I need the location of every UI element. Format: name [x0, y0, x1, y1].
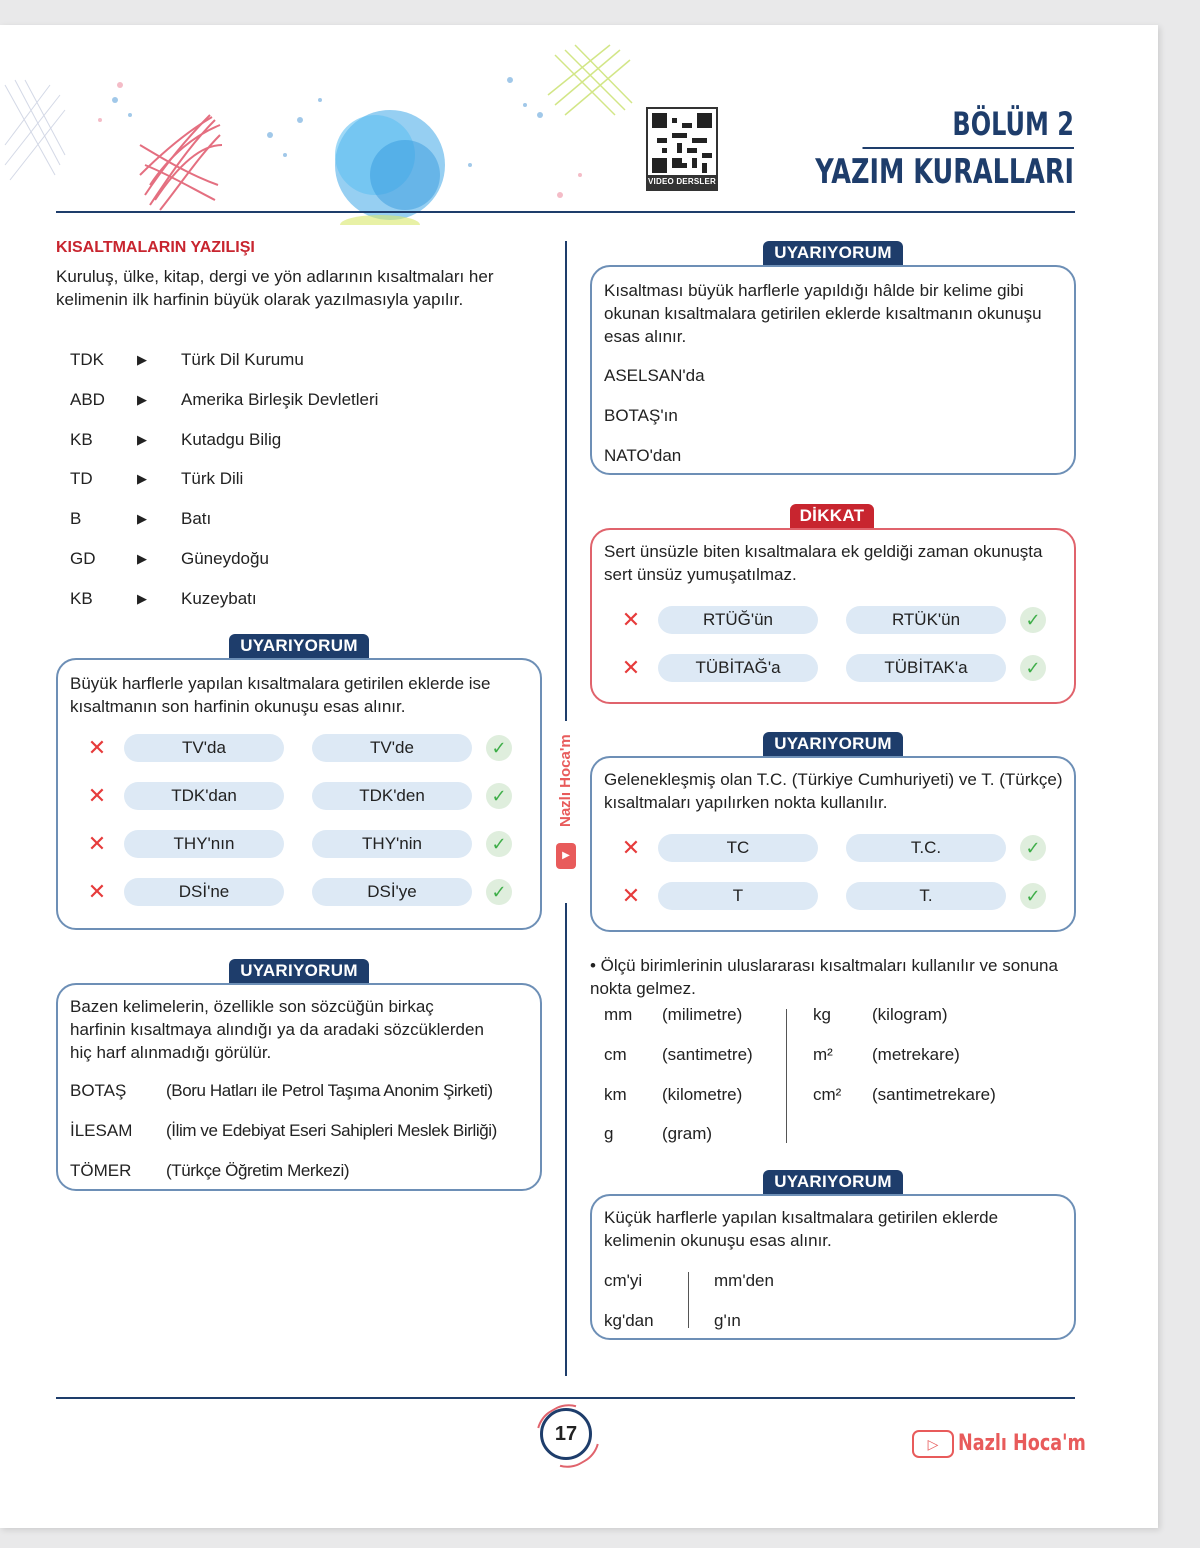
side-brand-logo: [553, 721, 579, 903]
brand-logo: [912, 1428, 1118, 1458]
unit-abbr: mm: [604, 1005, 633, 1024]
cross-icon: ✕: [87, 735, 107, 760]
abbr-meaning: Amerika Birleşik Devletleri: [181, 390, 379, 409]
header-rule: [56, 211, 1075, 213]
unit-abbr: kg: [813, 1005, 831, 1024]
abbr-meaning: Batı: [181, 509, 212, 528]
warning-box: [590, 265, 1076, 475]
correct-example: THY'nin: [312, 830, 472, 858]
unit-name: (metrekare): [872, 1045, 960, 1064]
check-icon: ✓: [1020, 883, 1046, 909]
caution-tag: DİKKAT: [790, 504, 874, 528]
arrow-icon: ▶: [137, 551, 147, 566]
correct-example: T.: [846, 882, 1006, 910]
abbr: KB: [70, 430, 93, 449]
cross-icon: ✕: [621, 835, 641, 860]
footer-rule: [56, 1397, 1075, 1399]
abbr: TÖMER: [70, 1161, 132, 1180]
units-text: • Ölçü birimlerinin uluslararası kısaltmaları kullanılır ve sonuna nokta gelmez.: [590, 956, 1058, 998]
abbr-meaning: (İlim ve Edebiyat Eseri Sahipleri Meslek Birliği): [166, 1121, 497, 1140]
warning-box: [56, 658, 542, 930]
warning-tag: UYARIYORUM: [763, 732, 903, 756]
correct-example: DSİ'ye: [312, 878, 472, 906]
decorative-watercolor-art: [0, 25, 700, 225]
correct-example: TV'de: [312, 734, 472, 762]
qr-pattern-icon: [652, 113, 712, 173]
unit-abbr: km: [604, 1085, 627, 1104]
wrong-example: DSİ'ne: [124, 878, 284, 906]
wrong-example: TDK'dan: [124, 782, 284, 810]
units-divider: [786, 1009, 787, 1143]
example: BOTAŞ'ın: [604, 406, 678, 425]
warning-text: Bazen kelimelerin, özellikle son sözcüğün birkaç harfinin kısaltmaya alındığı ya da aradaki sözcüklerden hiç harf alınmadığı görülür.: [70, 997, 484, 1062]
unit-name: (kilogram): [872, 1005, 948, 1024]
abbr: B: [70, 509, 82, 528]
cross-icon: ✕: [87, 831, 107, 856]
examples-divider: [688, 1272, 689, 1328]
wrong-example: THY'nın: [124, 830, 284, 858]
wrong-example: TC: [658, 834, 818, 862]
wrong-example: T: [658, 882, 818, 910]
example: cm'yi: [604, 1271, 643, 1290]
cross-icon: ✕: [621, 655, 641, 680]
brand-name: Nazlı Hoca'm: [958, 1431, 1086, 1457]
chapter-title: YAZIM KURALLARI: [815, 152, 1074, 192]
example: mm'den: [714, 1271, 774, 1290]
arrow-icon: ▶: [137, 352, 147, 367]
intro-text: Kuruluş, ülke, kitap, dergi ve yön adlarının kısaltmaları her kelimenin ilk harfinin büyük olarak yazılmasıyla yapılır.: [56, 267, 494, 309]
correct-example: RTÜK'ün: [846, 606, 1006, 634]
warning-box: [56, 983, 542, 1191]
abbr-meaning: Kuzeybatı: [181, 589, 257, 608]
warning-text: Kısaltması büyük harflerle yapıldığı hâlde bir kelime gibi okunan kısaltmalara getirilen eklerde kısaltmanın okunuşu esas alınır.: [604, 281, 1042, 346]
abbr: TDK: [70, 350, 104, 369]
unit-name: (milimetre): [662, 1005, 743, 1024]
arrow-icon: ▶: [137, 511, 147, 526]
play-icon: ▷: [912, 1430, 954, 1458]
unit-name: (kilometre): [662, 1085, 743, 1104]
abbr: KB: [70, 589, 93, 608]
abbr-meaning: Türk Dil Kurumu: [181, 350, 304, 369]
example: g'ın: [714, 1311, 741, 1330]
play-icon: ▶: [556, 843, 576, 869]
warning-text: Gelenekleşmiş olan T.C. (Türkiye Cumhuriyeti) ve T. (Türkçe) kısaltmaları yapılırken nokta kullanılır.: [604, 770, 1063, 812]
unit-name: (santimetrekare): [872, 1085, 996, 1104]
arrow-icon: ▶: [137, 432, 147, 447]
check-icon: ✓: [1020, 607, 1046, 633]
warning-box: [590, 756, 1076, 932]
qr-caption: VIDEO DERSLER: [648, 175, 716, 189]
abbr-meaning: (Boru Hatları ile Petrol Taşıma Anonim Şirketi): [166, 1081, 493, 1100]
check-icon: ✓: [1020, 835, 1046, 861]
example: ASELSAN'da: [604, 366, 705, 385]
wrong-example: TV'da: [124, 734, 284, 762]
caution-text: Sert ünsüzle biten kısaltmalara ek geldiği zaman okunuşta sert ünsüz yumuşatılmaz.: [604, 542, 1043, 584]
unit-abbr: cm: [604, 1045, 627, 1064]
wrong-example: TÜBİTAĞ'a: [658, 654, 818, 682]
warning-tag: UYARIYORUM: [763, 1170, 903, 1194]
caution-box: [590, 528, 1076, 704]
correct-example: T.C.: [846, 834, 1006, 862]
correct-example: TÜBİTAK'a: [846, 654, 1006, 682]
abbr-meaning: Türk Dili: [181, 469, 244, 488]
arrow-icon: ▶: [137, 392, 147, 407]
chapter-heading: [815, 105, 1074, 193]
unit-name: (gram): [662, 1124, 713, 1143]
unit-name: (santimetre): [662, 1045, 753, 1064]
unit-abbr: m²: [813, 1045, 833, 1064]
arrow-icon: ▶: [137, 471, 147, 486]
cross-icon: ✕: [87, 879, 107, 904]
warning-tag: UYARIYORUM: [229, 959, 369, 983]
abbr: ABD: [70, 390, 105, 409]
unit-abbr: cm²: [813, 1085, 842, 1104]
check-icon: ✓: [486, 735, 512, 761]
example: kg'dan: [604, 1311, 654, 1330]
abbr-meaning: Kutadgu Bilig: [181, 430, 282, 449]
unit-abbr: g: [604, 1124, 614, 1143]
warning-tag: UYARIYORUM: [229, 634, 369, 658]
warning-tag: UYARIYORUM: [763, 241, 903, 265]
section-heading: KISALTMALARIN YAZILIŞI: [56, 239, 255, 256]
qr-code[interactable]: [646, 107, 718, 191]
check-icon: ✓: [486, 879, 512, 905]
cross-icon: ✕: [621, 607, 641, 632]
cross-icon: ✕: [87, 783, 107, 808]
abbr: TD: [70, 469, 93, 488]
correct-example: TDK'den: [312, 782, 472, 810]
wrong-example: RTÜĞ'ün: [658, 606, 818, 634]
side-brand-text: Nazlı Hoca'm: [557, 734, 574, 828]
check-icon: ✓: [486, 783, 512, 809]
cross-icon: ✕: [621, 883, 641, 908]
abbr: BOTAŞ: [70, 1081, 127, 1100]
example: NATO'dan: [604, 446, 682, 465]
warning-text: Küçük harflerle yapılan kısaltmalara getirilen eklerde kelimenin okunuşu esas alınır.: [604, 1208, 999, 1250]
arrow-icon: ▶: [137, 591, 147, 606]
page-number: 17: [540, 1408, 592, 1460]
abbr: GD: [70, 549, 96, 568]
abbr: İLESAM: [70, 1121, 133, 1140]
check-icon: ✓: [1020, 655, 1046, 681]
abbr-meaning: Güneydoğu: [181, 549, 269, 568]
warning-box: [590, 1194, 1076, 1340]
check-icon: ✓: [486, 831, 512, 857]
book-page: [0, 25, 1158, 1528]
chapter-number: BÖLÜM 2: [862, 105, 1074, 149]
warning-text: Büyük harflerle yapılan kısaltmalara getirilen eklerde ise kısaltmanın son harfinin okunuşu esas alınır.: [70, 674, 491, 716]
abbr-meaning: (Türkçe Öğretim Merkezi): [166, 1161, 350, 1180]
